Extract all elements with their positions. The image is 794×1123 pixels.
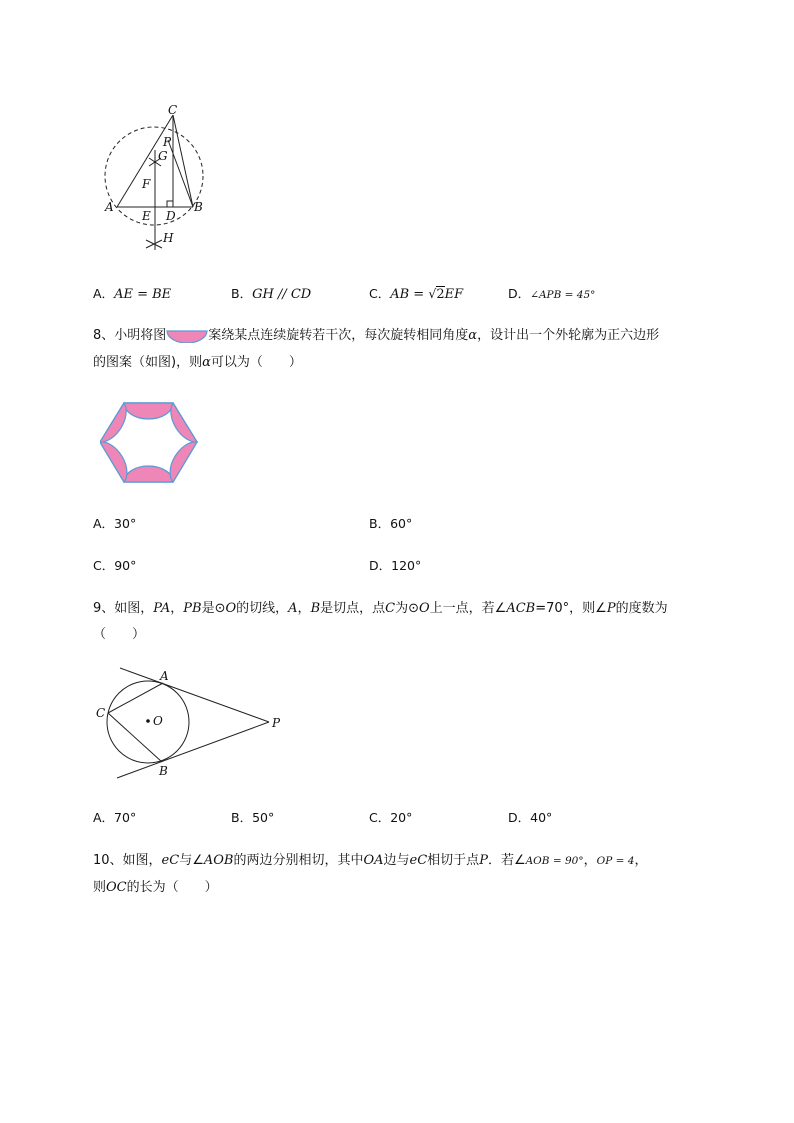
q7-option-c-math-right: EF: [444, 287, 464, 302]
q10-P: P: [479, 853, 488, 868]
q7-option-d[interactable]: [508, 284, 595, 302]
q9-t8: 上一点，若∠: [429, 601, 507, 616]
q9-option-a[interactable]: A．70°: [93, 810, 137, 825]
q10-t7: ，: [583, 853, 597, 868]
q8-option-d[interactable]: D．120°: [369, 558, 422, 573]
q10-AOB1: AOB: [203, 853, 234, 868]
q10-OP: OP = 4: [596, 855, 635, 867]
q10-t5: 相切于点: [427, 853, 480, 868]
q8-text-2b: 可以为（ ）: [210, 355, 302, 370]
q9-B: B: [310, 601, 321, 616]
q9-label-A: A: [160, 669, 169, 683]
q8-semicircle-pattern-icon: [166, 329, 208, 343]
q9-t5: ，: [297, 601, 311, 616]
q7-option-a[interactable]: [93, 284, 171, 302]
q10-t2: 与∠: [179, 853, 204, 868]
q9-label-O: O: [153, 714, 163, 728]
q7-label-G: G: [158, 149, 168, 163]
q7-option-c-prefix: C．: [369, 286, 391, 301]
q9-center-dot: [146, 719, 150, 723]
q7-option-b[interactable]: [231, 284, 311, 302]
q7-label-E: E: [142, 209, 151, 223]
q7-option-a-prefix: A．: [93, 286, 115, 301]
q10-t6: ．若∠: [487, 853, 526, 868]
q9-figure: [92, 660, 292, 785]
q7-option-d-prefix: D．: [508, 286, 531, 301]
q7-label-P: P: [163, 135, 172, 149]
q9-t4: 的切线，: [236, 601, 289, 616]
q8-alpha-2: α: [202, 355, 211, 370]
q7-label-D: D: [166, 209, 176, 223]
q9-stem-line2: （ ）: [93, 627, 146, 642]
q7-right-angle-mark: [167, 201, 173, 207]
q7-option-a-math: AE = BE: [114, 287, 172, 302]
q7-option-b-prefix: B．: [231, 286, 253, 301]
q9-A: A: [288, 601, 298, 616]
q7-label-F: F: [142, 177, 151, 191]
q7-figure: [95, 100, 215, 260]
q7-label-C: C: [168, 103, 178, 117]
q7-option-d-math: ∠APB = 45°: [530, 289, 596, 301]
q9-PA: PA: [153, 601, 171, 616]
q10-l2b: 的长为（ ）: [126, 880, 218, 895]
q8-stem-line1: [93, 324, 659, 343]
q8-text-1c: ，设计出一个外轮廓为正六边形: [477, 328, 660, 343]
q10-OC: OC: [106, 880, 127, 895]
q9-t7: 为⊙: [395, 601, 419, 616]
q7-option-c[interactable]: [369, 284, 463, 302]
q8-hexagon-figure: [100, 400, 200, 486]
q8-text-2a: 的图案（如图)，则: [93, 355, 203, 370]
q10-AOB2: AOB = 90°: [525, 855, 584, 867]
q10-l2a: 则: [93, 880, 107, 895]
q10-eC2: eC: [409, 853, 428, 868]
q7-option-c-math-left: AB =: [390, 287, 429, 302]
q7-option-c-sqrt-radicand: 2: [436, 287, 445, 302]
q8-option-b[interactable]: B．60°: [369, 516, 413, 531]
q10-t4: 边与: [383, 853, 410, 868]
q9-option-b[interactable]: B．50°: [231, 810, 275, 825]
q9-stem-line1: [93, 597, 668, 616]
q8-text-1a: 8、小明将图: [93, 328, 167, 343]
q10-eC1: eC: [161, 853, 180, 868]
q8-text-1b: 案绕某点连续旋转若干次，每次旋转相同角度: [208, 328, 469, 343]
q7-dashed-circle: [105, 127, 203, 225]
q9-t3: 是⊙: [201, 601, 226, 616]
q10-t1: 10、如图，: [93, 853, 162, 868]
q9-P: P: [606, 601, 616, 616]
q10-t8: ，: [634, 853, 648, 868]
q9-t2: ，: [170, 601, 184, 616]
q9-O2: O: [419, 601, 430, 616]
q8-option-c[interactable]: C．90°: [93, 558, 137, 573]
q8-option-a[interactable]: A．30°: [93, 516, 137, 531]
q9-label-B: B: [159, 764, 168, 778]
q10-OA: OA: [363, 853, 384, 868]
q8-alpha-1: α: [468, 328, 478, 343]
q9-t9: =70°，则∠: [535, 601, 607, 616]
q8-stem-line2: [93, 351, 302, 370]
q9-label-C: C: [96, 706, 106, 720]
q9-tangent-PA: [120, 668, 269, 722]
q10-stem-line2: [93, 876, 218, 895]
q9-C: C: [385, 601, 396, 616]
q9-option-d[interactable]: D．40°: [508, 810, 553, 825]
q9-PB: PB: [183, 601, 202, 616]
q7-option-c-sqrt-sign: √: [428, 286, 437, 301]
q9-t1: 9、如图，: [93, 601, 154, 616]
q7-label-A: A: [105, 200, 114, 214]
q9-label-P: P: [272, 716, 281, 730]
q7-option-b-math: GH // CD: [252, 287, 312, 302]
q9-O1: O: [225, 601, 237, 616]
q9-t10: 的度数为: [615, 601, 668, 616]
q9-chord-CA: [108, 683, 163, 713]
q9-t6: 是切点，点: [320, 601, 386, 616]
q7-label-B: B: [194, 200, 203, 214]
q10-t3: 的两边分别相切，其中: [233, 853, 364, 868]
q9-tangent-PB: [117, 722, 269, 778]
q9-option-c[interactable]: C．20°: [369, 810, 413, 825]
q7-label-H: H: [163, 231, 174, 245]
q9-ACB: ACB: [506, 601, 536, 616]
q10-stem-line1: [93, 849, 647, 868]
